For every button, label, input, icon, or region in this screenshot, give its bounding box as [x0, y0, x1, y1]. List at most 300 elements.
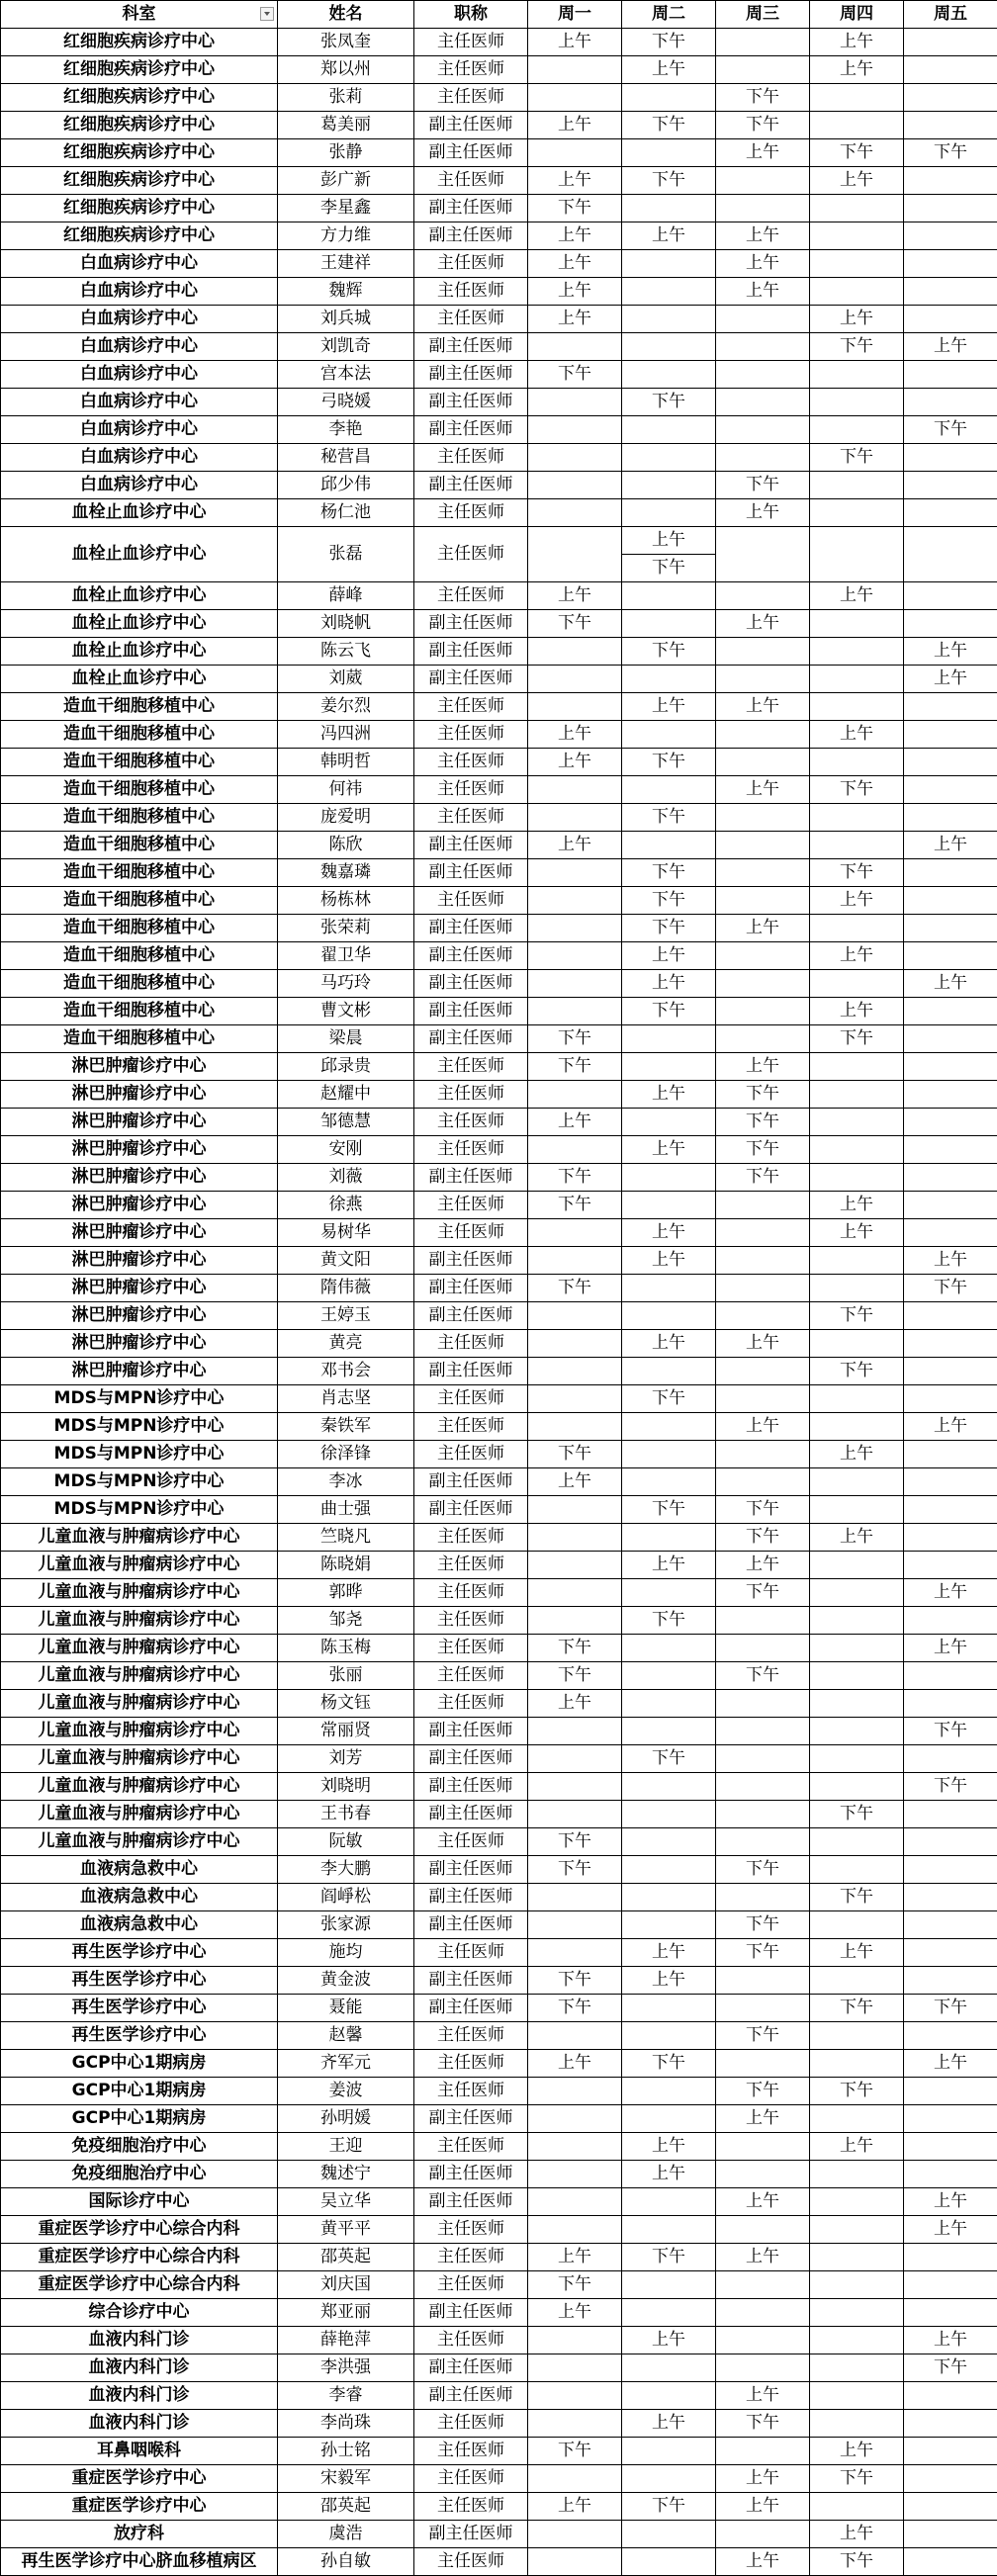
cell-mon — [528, 2521, 622, 2548]
cell-mon — [528, 2465, 622, 2493]
cell-fri — [904, 444, 997, 472]
table-row — [1, 2216, 997, 2244]
cell-tue — [622, 2465, 716, 2493]
cell-title: 副主任医师 — [414, 333, 528, 361]
cell-title: 主任医师 — [414, 804, 528, 832]
header-fri: 周五 — [904, 1, 997, 29]
cell-wed — [716, 2271, 810, 2299]
cell-name: 李冰 — [278, 1468, 414, 1496]
cell-name: 陈玉梅 — [278, 1635, 414, 1662]
cell-fri — [904, 1053, 997, 1081]
table-row — [1, 1524, 997, 1552]
table-row — [1, 721, 997, 749]
cell-fri — [904, 1358, 997, 1385]
cell-department: 儿童血液与肿瘤病诊疗中心 — [1, 1607, 278, 1635]
cell-mon — [528, 1773, 622, 1801]
cell-tue: 上午 — [622, 1330, 716, 1358]
header-department[interactable]: 科室 — [1, 1, 278, 29]
cell-wed — [716, 1385, 810, 1413]
cell-fri — [904, 1468, 997, 1496]
cell-mon: 下午 — [528, 361, 622, 389]
cell-tue — [622, 1413, 716, 1441]
cell-title: 主任医师 — [414, 1662, 528, 1690]
cell-thu: 下午 — [810, 444, 904, 472]
cell-name: 赵耀中 — [278, 1081, 414, 1109]
table-row — [1, 167, 997, 195]
table-row — [1, 333, 997, 361]
cell-mon — [528, 970, 622, 998]
cell-tue — [622, 2438, 716, 2465]
cell-thu — [810, 1662, 904, 1690]
cell-department: MDS与MPN诊疗中心 — [1, 1468, 278, 1496]
cell-name: 常丽贤 — [278, 1718, 414, 1745]
table-row — [1, 1884, 997, 1911]
table-row — [1, 2438, 997, 2465]
table-row — [1, 2050, 997, 2078]
cell-tue — [622, 278, 716, 306]
cell-fri — [904, 1192, 997, 1219]
cell-department: 红细胞疾病诊疗中心 — [1, 195, 278, 222]
cell-tue — [622, 1911, 716, 1939]
cell-mon: 上午 — [528, 2299, 622, 2327]
cell-fri — [904, 1302, 997, 1330]
cell-mon: 下午 — [528, 1164, 622, 1192]
cell-tue: 下午 — [622, 112, 716, 139]
table-row — [1, 1247, 997, 1275]
cell-fri — [904, 1081, 997, 1109]
cell-title: 副主任医师 — [414, 222, 528, 250]
cell-tue — [622, 2022, 716, 2050]
cell-title: 主任医师 — [414, 1413, 528, 1441]
cell-tue: 上午 — [622, 970, 716, 998]
cell-title: 副主任医师 — [414, 195, 528, 222]
cell-mon: 下午 — [528, 1441, 622, 1468]
cell-tue — [622, 472, 716, 499]
table-row — [1, 389, 997, 416]
cell-wed — [716, 638, 810, 666]
cell-title: 主任医师 — [414, 1607, 528, 1635]
table-row — [1, 472, 997, 499]
table-row — [1, 1967, 997, 1995]
cell-tue — [622, 416, 716, 444]
cell-thu: 下午 — [810, 333, 904, 361]
cell-wed: 下午 — [716, 1911, 810, 1939]
cell-name: 何祎 — [278, 776, 414, 804]
table-row — [1, 693, 997, 721]
cell-thu — [810, 1468, 904, 1496]
cell-name: 聂能 — [278, 1995, 414, 2022]
table-body — [1, 29, 997, 2576]
cell-department: GCP中心1期病房 — [1, 2050, 278, 2078]
cell-thu — [810, 1552, 904, 1579]
table-row — [1, 998, 997, 1025]
table-row — [1, 2299, 997, 2327]
cell-thu: 上午 — [810, 998, 904, 1025]
cell-thu — [810, 1635, 904, 1662]
cell-mon: 上午 — [528, 29, 622, 56]
cell-mon: 上午 — [528, 749, 622, 776]
cell-department: 白血病诊疗中心 — [1, 278, 278, 306]
cell-wed: 上午 — [716, 693, 810, 721]
cell-title: 副主任医师 — [414, 859, 528, 887]
cell-wed — [716, 942, 810, 970]
cell-thu: 上午 — [810, 306, 904, 333]
cell-fri: 上午 — [904, 666, 997, 693]
cell-name: 徐泽锋 — [278, 1441, 414, 1468]
cell-name: 马巧玲 — [278, 970, 414, 998]
cell-name: 邹德慧 — [278, 1109, 414, 1136]
filter-dropdown-icon[interactable] — [260, 7, 274, 21]
cell-department: 白血病诊疗中心 — [1, 250, 278, 278]
cell-fri — [904, 859, 997, 887]
cell-title: 主任医师 — [414, 887, 528, 915]
header-thu: 周四 — [810, 1, 904, 29]
cell-name: 阮敏 — [278, 1828, 414, 1856]
cell-name: 宋毅军 — [278, 2465, 414, 2493]
cell-mon: 上午 — [528, 306, 622, 333]
cell-mon — [528, 2188, 622, 2216]
cell-mon: 上午 — [528, 2050, 622, 2078]
cell-wed — [716, 1995, 810, 2022]
table-row — [1, 222, 997, 250]
cell-name: 杨仁池 — [278, 499, 414, 527]
cell-title: 副主任医师 — [414, 638, 528, 666]
table-row — [1, 1773, 997, 1801]
cell-thu — [810, 1164, 904, 1192]
cell-title: 副主任医师 — [414, 416, 528, 444]
cell-title: 主任医师 — [414, 1109, 528, 1136]
cell-fri — [904, 942, 997, 970]
cell-mon: 上午 — [528, 1109, 622, 1136]
cell-department: 国际诊疗中心 — [1, 2188, 278, 2216]
table-row — [1, 1607, 997, 1635]
cell-mon — [528, 1801, 622, 1828]
cell-wed — [716, 527, 810, 582]
cell-wed — [716, 1773, 810, 1801]
cell-fri — [904, 804, 997, 832]
cell-department: 再生医学诊疗中心 — [1, 1939, 278, 1967]
cell-mon — [528, 1413, 622, 1441]
cell-thu — [810, 1579, 904, 1607]
cell-tue — [622, 2548, 716, 2576]
cell-tue — [622, 1718, 716, 1745]
cell-thu: 下午 — [810, 859, 904, 887]
table-row — [1, 749, 997, 776]
cell-thu: 下午 — [810, 2465, 904, 2493]
cell-department: 血液内科门诊 — [1, 2327, 278, 2354]
cell-name: 吴立华 — [278, 2188, 414, 2216]
cell-thu — [810, 693, 904, 721]
cell-wed: 上午 — [716, 2548, 810, 2576]
header-tue: 周二 — [622, 1, 716, 29]
cell-tue: 下午 — [622, 1607, 716, 1635]
cell-tue: 下午 — [622, 29, 716, 56]
cell-wed — [716, 29, 810, 56]
cell-wed — [716, 804, 810, 832]
cell-fri — [904, 278, 997, 306]
cell-name: 邱录贵 — [278, 1053, 414, 1081]
cell-title: 主任医师 — [414, 499, 528, 527]
cell-name: 宫本法 — [278, 361, 414, 389]
cell-title: 主任医师 — [414, 1552, 528, 1579]
cell-mon — [528, 499, 622, 527]
cell-fri: 下午 — [904, 416, 997, 444]
cell-wed — [716, 887, 810, 915]
cell-title: 副主任医师 — [414, 1164, 528, 1192]
cell-department: 血栓止血诊疗中心 — [1, 499, 278, 527]
cell-title: 主任医师 — [414, 1330, 528, 1358]
table-row — [1, 527, 997, 555]
cell-wed — [716, 2216, 810, 2244]
cell-department: 血液病急救中心 — [1, 1911, 278, 1939]
cell-department: 红细胞疾病诊疗中心 — [1, 167, 278, 195]
cell-mon — [528, 1884, 622, 1911]
cell-name: 王书春 — [278, 1801, 414, 1828]
cell-name: 隋伟薇 — [278, 1275, 414, 1302]
cell-thu — [810, 1053, 904, 1081]
table-row — [1, 1690, 997, 1718]
cell-mon: 下午 — [528, 2438, 622, 2465]
cell-name: 郭晔 — [278, 1579, 414, 1607]
cell-mon: 下午 — [528, 1192, 622, 1219]
cell-wed: 下午 — [716, 1524, 810, 1552]
cell-thu — [810, 804, 904, 832]
cell-thu: 上午 — [810, 2133, 904, 2161]
cell-name: 秦铁军 — [278, 1413, 414, 1441]
table-row — [1, 2521, 997, 2548]
cell-name: 张丽 — [278, 1662, 414, 1690]
cell-title: 主任医师 — [414, 250, 528, 278]
table-row — [1, 942, 997, 970]
cell-name: 王建祥 — [278, 250, 414, 278]
cell-tue — [622, 2521, 716, 2548]
cell-department: 血液病急救中心 — [1, 1884, 278, 1911]
table-row — [1, 1053, 997, 1081]
cell-fri — [904, 472, 997, 499]
cell-wed: 下午 — [716, 84, 810, 112]
cell-mon — [528, 666, 622, 693]
cell-name: 梁晨 — [278, 1025, 414, 1053]
cell-wed: 上午 — [716, 2465, 810, 2493]
cell-fri: 下午 — [904, 1718, 997, 1745]
cell-name: 邹尧 — [278, 1607, 414, 1635]
cell-wed — [716, 1441, 810, 1468]
cell-fri — [904, 2299, 997, 2327]
cell-fri — [904, 1496, 997, 1524]
cell-mon: 上午 — [528, 582, 622, 610]
cell-wed: 上午 — [716, 1330, 810, 1358]
cell-fri — [904, 2271, 997, 2299]
table-row — [1, 112, 997, 139]
cell-title: 主任医师 — [414, 2548, 528, 2576]
cell-name: 魏辉 — [278, 278, 414, 306]
cell-title: 副主任医师 — [414, 1025, 528, 1053]
cell-department: 白血病诊疗中心 — [1, 416, 278, 444]
cell-fri — [904, 499, 997, 527]
cell-name: 安刚 — [278, 1136, 414, 1164]
cell-department: 淋巴肿瘤诊疗中心 — [1, 1136, 278, 1164]
cell-mon: 上午 — [528, 1468, 622, 1496]
table-row — [1, 444, 997, 472]
table-row — [1, 1579, 997, 1607]
cell-title: 副主任医师 — [414, 832, 528, 859]
cell-title: 主任医师 — [414, 2438, 528, 2465]
cell-tue — [622, 1358, 716, 1385]
cell-wed — [716, 2299, 810, 2327]
table-row — [1, 1995, 997, 2022]
cell-wed: 下午 — [716, 1164, 810, 1192]
cell-fri — [904, 1856, 997, 1884]
cell-title: 主任医师 — [414, 1690, 528, 1718]
cell-mon — [528, 693, 622, 721]
cell-tue — [622, 1441, 716, 1468]
cell-department: 白血病诊疗中心 — [1, 306, 278, 333]
cell-fri: 上午 — [904, 1413, 997, 1441]
cell-wed — [716, 859, 810, 887]
cell-tue — [622, 1995, 716, 2022]
cell-wed — [716, 1828, 810, 1856]
cell-fri — [904, 1745, 997, 1773]
table-row — [1, 859, 997, 887]
cell-fri — [904, 389, 997, 416]
cell-tue: 下午 — [622, 998, 716, 1025]
cell-title: 主任医师 — [414, 2078, 528, 2105]
cell-mon — [528, 915, 622, 942]
table-row — [1, 195, 997, 222]
cell-wed: 上午 — [716, 1053, 810, 1081]
cell-wed — [716, 832, 810, 859]
cell-fri — [904, 1330, 997, 1358]
cell-thu: 下午 — [810, 776, 904, 804]
cell-tue — [622, 1801, 716, 1828]
cell-title: 副主任医师 — [414, 942, 528, 970]
cell-fri: 上午 — [904, 1247, 997, 1275]
cell-department: 造血干细胞移植中心 — [1, 749, 278, 776]
cell-department: MDS与MPN诊疗中心 — [1, 1385, 278, 1413]
cell-wed: 下午 — [716, 1109, 810, 1136]
cell-fri — [904, 2410, 997, 2438]
cell-name: 王婷玉 — [278, 1302, 414, 1330]
cell-wed — [716, 389, 810, 416]
cell-fri — [904, 915, 997, 942]
cell-title: 主任医师 — [414, 1828, 528, 1856]
cell-department: 放疗科 — [1, 2521, 278, 2548]
cell-name: 魏述宁 — [278, 2161, 414, 2188]
cell-tue — [622, 361, 716, 389]
cell-fri — [904, 250, 997, 278]
cell-title: 主任医师 — [414, 2327, 528, 2354]
cell-thu — [810, 361, 904, 389]
cell-wed: 下午 — [716, 1496, 810, 1524]
cell-mon: 下午 — [528, 1662, 622, 1690]
cell-name: 郑以州 — [278, 56, 414, 84]
cell-name: 邵英起 — [278, 2493, 414, 2521]
cell-thu: 上午 — [810, 887, 904, 915]
cell-tue — [622, 2078, 716, 2105]
cell-wed — [716, 333, 810, 361]
cell-thu — [810, 2188, 904, 2216]
cell-title: 主任医师 — [414, 1219, 528, 1247]
cell-fri — [904, 1801, 997, 1828]
cell-thu — [810, 2354, 904, 2382]
cell-tue: 上午 — [622, 1219, 716, 1247]
cell-fri — [904, 2022, 997, 2050]
table-row — [1, 1136, 997, 1164]
cell-tue: 上午 — [622, 527, 716, 555]
cell-fri — [904, 1109, 997, 1136]
table-row — [1, 1468, 997, 1496]
cell-thu: 下午 — [810, 2078, 904, 2105]
cell-mon — [528, 2105, 622, 2133]
table-row — [1, 2327, 997, 2354]
cell-tue — [622, 333, 716, 361]
cell-name: 张莉 — [278, 84, 414, 112]
cell-wed — [716, 721, 810, 749]
cell-wed — [716, 444, 810, 472]
cell-thu — [810, 222, 904, 250]
cell-wed — [716, 1690, 810, 1718]
cell-title: 主任医师 — [414, 1441, 528, 1468]
cell-fri — [904, 167, 997, 195]
cell-mon: 下午 — [528, 1275, 622, 1302]
header-row — [1, 1, 997, 29]
cell-wed: 上午 — [716, 139, 810, 167]
cell-fri — [904, 1524, 997, 1552]
cell-name: 姜尔烈 — [278, 693, 414, 721]
cell-department: 再生医学诊疗中心 — [1, 1995, 278, 2022]
cell-tue: 下午 — [622, 1496, 716, 1524]
table-row — [1, 499, 997, 527]
cell-wed — [716, 2161, 810, 2188]
cell-tue — [622, 2382, 716, 2410]
cell-department: 儿童血液与肿瘤病诊疗中心 — [1, 1552, 278, 1579]
cell-fri — [904, 1967, 997, 1995]
header-wed: 周三 — [716, 1, 810, 29]
cell-tue: 下午 — [622, 1745, 716, 1773]
cell-fri — [904, 887, 997, 915]
table-row — [1, 915, 997, 942]
cell-department: 重症医学诊疗中心综合内科 — [1, 2244, 278, 2271]
cell-title: 主任医师 — [414, 776, 528, 804]
table-row — [1, 139, 997, 167]
cell-department: 淋巴肿瘤诊疗中心 — [1, 1192, 278, 1219]
cell-thu: 下午 — [810, 2548, 904, 2576]
cell-name: 张磊 — [278, 527, 414, 582]
table-row — [1, 1025, 997, 1053]
cell-name: 弓晓媛 — [278, 389, 414, 416]
cell-tue — [622, 1192, 716, 1219]
table-row — [1, 29, 997, 56]
cell-title: 主任医师 — [414, 2022, 528, 2050]
cell-tue: 上午 — [622, 1939, 716, 1967]
cell-title: 主任医师 — [414, 2244, 528, 2271]
table-row — [1, 1441, 997, 1468]
cell-thu — [810, 2410, 904, 2438]
cell-department: GCP中心1期病房 — [1, 2078, 278, 2105]
cell-title: 副主任医师 — [414, 1911, 528, 1939]
cell-mon — [528, 1302, 622, 1330]
cell-fri — [904, 1884, 997, 1911]
table-row — [1, 2188, 997, 2216]
cell-fri — [904, 222, 997, 250]
cell-name: 杨栋林 — [278, 887, 414, 915]
table-row — [1, 1081, 997, 1109]
cell-fri — [904, 2438, 997, 2465]
table-row — [1, 666, 997, 693]
cell-wed — [716, 195, 810, 222]
cell-department: 淋巴肿瘤诊疗中心 — [1, 1247, 278, 1275]
cell-wed — [716, 1635, 810, 1662]
